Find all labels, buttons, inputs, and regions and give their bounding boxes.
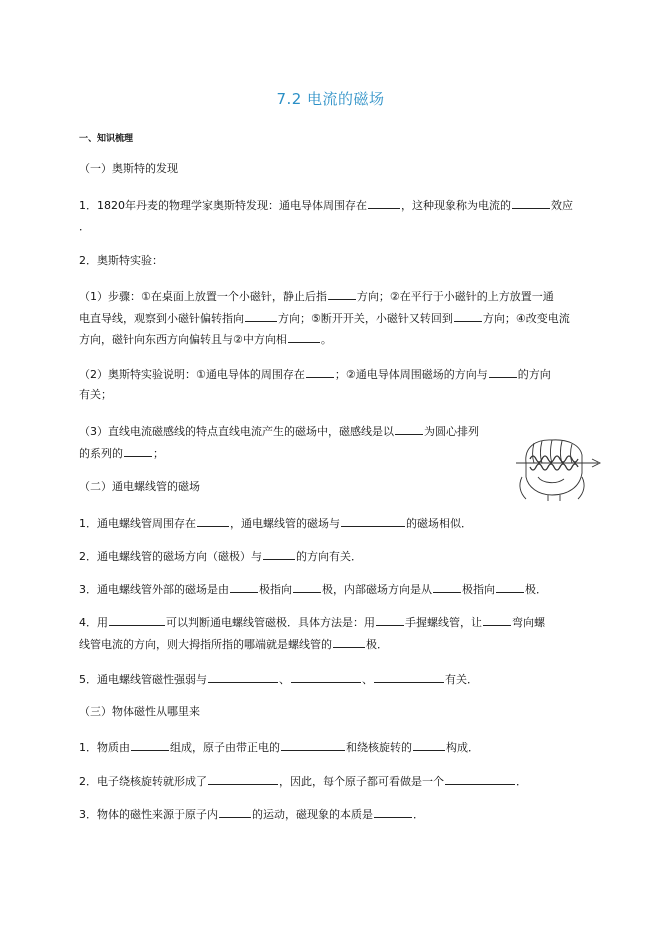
solenoid-item-1: 1．通电螺线管周围存在 ，通电螺线管的磁场与 的磁场相似． [79, 517, 472, 530]
right-hand-rule-illustration [508, 437, 602, 503]
blank [109, 614, 165, 626]
blank [368, 197, 400, 209]
blank [413, 739, 445, 751]
step-line-1: （1）步骤：①在桌面上放置一个小磁针，静止后指 方向；②在平行于小磁针的上方放置一通 [79, 290, 554, 303]
blank [288, 331, 320, 343]
solenoid-item-4-line-1: 4．用 可以判断通电螺线管磁极．具体方法是：用 手握螺线管，让 弯向螺 [79, 616, 545, 629]
blank [483, 614, 511, 626]
magnetism-item-3: 3．物体的磁性来源于原子内 的运动，磁现象的本质是 ． [79, 808, 424, 821]
blank [445, 773, 515, 785]
conclusion-line-1: （2）奥斯特实验说明：①通电导体的周围存在 ；②通电导体周围磁场的方向与 的方向 [79, 368, 551, 381]
field-line-1: （3）直线电流磁感线的特点直线电流产生的磁场中，磁感线是以 为圆心排列 [79, 425, 479, 438]
conclusion-line-2: 有关； [79, 388, 112, 401]
subsection-heading-2: （二）通电螺线管的磁场 [79, 480, 200, 493]
blank [341, 515, 405, 527]
section-heading: 一、知识梳理 [79, 134, 134, 144]
blank [131, 739, 169, 751]
blank [496, 581, 524, 593]
blank [281, 739, 345, 751]
field-line-2: 的系列的 ； [79, 447, 164, 460]
subsection-heading-3: （三）物体磁性从哪里来 [79, 705, 200, 718]
page-title: 7.2 电流的磁场 [276, 90, 385, 108]
blank [333, 636, 365, 648]
item-2: 2．奥斯特实验： [79, 254, 163, 267]
magnetism-item-2: 2．电子绕核旋转就形成了 ，因此，每个原子都可看做是一个 ． [79, 775, 527, 788]
blank [374, 806, 412, 818]
blank [512, 197, 550, 209]
blank [376, 614, 404, 626]
item-1-line-2: ． [79, 220, 90, 233]
blank [328, 288, 356, 300]
blank [263, 548, 295, 560]
blank [395, 423, 423, 435]
magnetism-item-1: 1．物质由 组成，原子由带正电的 和绕核旋转的 构成． [79, 741, 479, 754]
solenoid-item-2: 2．通电螺线管的磁场方向（磁极）与 的方向有关． [79, 550, 362, 563]
blank [245, 310, 277, 322]
blank [291, 671, 361, 683]
blank [374, 671, 444, 683]
blank [124, 445, 152, 457]
item-1-line-1: 1．1820年丹麦的物理学家奥斯特发现：通电导体周围存在 ，这种现象称为电流的 效应 [79, 199, 573, 212]
blank [454, 310, 482, 322]
solenoid-item-4-line-2: 线管电流的方向，则大拇指所指的哪端就是螺线管的 极． [79, 638, 388, 651]
blank [197, 515, 229, 527]
blank [433, 581, 461, 593]
solenoid-item-3: 3．通电螺线管外部的磁场是由 极指向 极，内部磁场方向是从 极指向 极． [79, 583, 547, 596]
solenoid-item-5: 5．通电螺线管磁性强弱与 、 、 有关． [79, 673, 478, 686]
blank [293, 581, 321, 593]
step-line-2: 电直导线，观察到小磁针偏转指向 方向；⑤断开开关，小磁针又转回到 方向；④改变电流 [79, 312, 570, 325]
blank [489, 366, 517, 378]
subsection-heading-1: （一）奥斯特的发现 [79, 162, 178, 175]
blank [230, 581, 258, 593]
blank [208, 773, 278, 785]
step-line-3: 方向，磁针向东西方向偏转且与②中方向相 。 [79, 333, 332, 346]
blank [208, 671, 278, 683]
blank [219, 806, 251, 818]
blank [306, 366, 334, 378]
